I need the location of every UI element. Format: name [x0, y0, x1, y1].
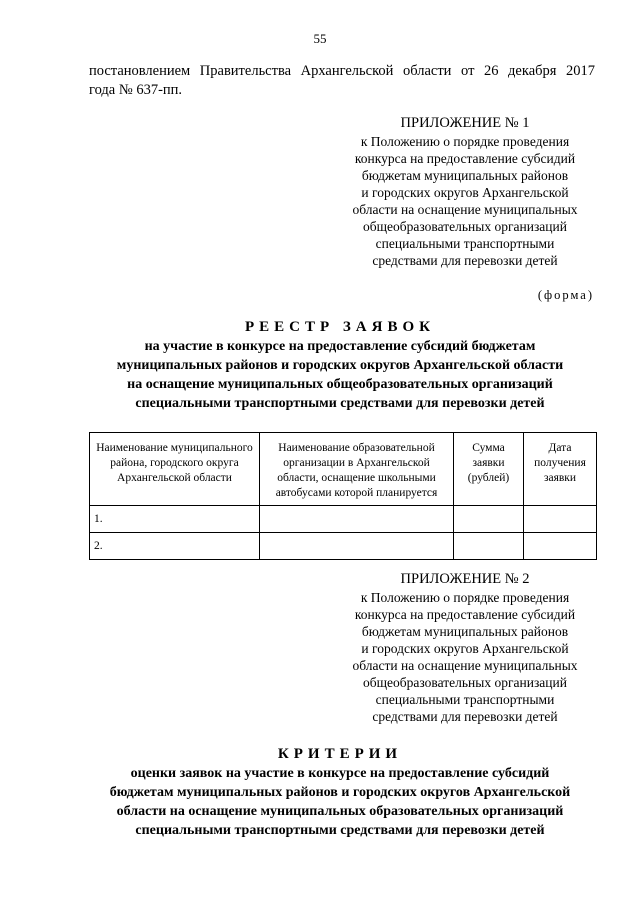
appendix-2-line: общеобразовательных организаций — [363, 675, 567, 690]
registry-subtitle-line: на оснащение муниципальных общеобразовательных организаций — [127, 377, 553, 392]
appendix-2-line: специальными транспортными — [375, 692, 555, 707]
criteria-subtitle-line: специальными транспортными средствами для перевозки детей — [135, 823, 545, 838]
registry-subtitle-line: специальными транспортными средствами для перевозки детей — [135, 396, 545, 411]
table-cell — [524, 533, 597, 560]
lead-line: года № 637-пп. — [89, 82, 183, 98]
appendix-1-line: к Положению о порядке проведения — [360, 134, 570, 149]
table-row — [90, 506, 597, 533]
appendix-1-line: средствами для перевозки детей — [372, 253, 558, 268]
page-number: 55 — [313, 31, 327, 46]
appendix-2-line: области на оснащение муниципальных — [352, 658, 578, 673]
appendix-1-line: специальными транспортными — [375, 236, 555, 251]
lead-line: постановлением Правительства Архангельской области от 26 декабря 2017 — [89, 63, 595, 79]
registry-table — [89, 432, 597, 560]
appendix-2-line: бюджетам муниципальных районов — [361, 624, 569, 639]
table-cell — [454, 506, 524, 533]
criteria-subtitle-line: области на оснащение муниципальных образовательных организаций — [116, 804, 564, 819]
registry-heading — [60, 318, 620, 413]
appendix-2-line: и городских округов Архангельской — [361, 641, 569, 656]
table-header-cell: Сумма заявки (рублей) — [454, 433, 524, 506]
table-cell — [454, 533, 524, 560]
appendix-2-line: конкурса на предоставление субсидий — [354, 607, 576, 622]
table-header-cell: Наименование образовательной организации в Архангельской области, оснащение школьными автобусами которой планируется — [260, 433, 454, 506]
table-cell — [260, 533, 454, 560]
table-cell: 2. — [90, 533, 260, 560]
table-header-row — [90, 433, 597, 506]
appendix-1-line: конкурса на предоставление субсидий — [354, 151, 576, 166]
table-header-cell: Наименование муниципального района, городского округа Архангельской области — [90, 433, 260, 506]
appendix-1-title: ПРИЛОЖЕНИЕ № 1 — [400, 115, 530, 131]
appendix-1-line: бюджетам муниципальных районов — [361, 168, 569, 183]
criteria-subtitle-line: бюджетам муниципальных районов и городских округов Архангельской — [109, 785, 571, 800]
criteria-title: КРИТЕРИИ — [277, 746, 403, 762]
table-cell: 1. — [90, 506, 260, 533]
registry-subtitle-line: муниципальных районов и городских округов Архангельской области — [116, 358, 564, 373]
form-label: (форма) — [537, 288, 594, 302]
criteria-heading — [60, 745, 620, 840]
table-cell — [524, 506, 597, 533]
appendix-1-line: и городских округов Архангельской — [361, 185, 569, 200]
appendix-1-line: области на оснащение муниципальных — [352, 202, 578, 217]
appendix-2-line: к Положению о порядке проведения — [360, 590, 570, 605]
appendix-2-title: ПРИЛОЖЕНИЕ № 2 — [400, 571, 530, 587]
criteria-subtitle-line: оценки заявок на участие в конкурсе на предоставление субсидий — [130, 766, 550, 781]
table-row — [90, 533, 597, 560]
lead-paragraph — [89, 62, 595, 100]
appendix-2-block — [320, 571, 610, 725]
appendix-1-block — [320, 115, 610, 269]
appendix-1-line: общеобразовательных организаций — [363, 219, 567, 234]
appendix-2-line: средствами для перевозки детей — [372, 709, 558, 724]
table-header-cell: Дата получения заявки — [524, 433, 597, 506]
registry-subtitle-line: на участие в конкурсе на предоставление субсидий бюджетам — [144, 339, 536, 354]
table-cell — [260, 506, 454, 533]
registry-title: РЕЕСТР ЗАЯВОК — [244, 319, 436, 335]
